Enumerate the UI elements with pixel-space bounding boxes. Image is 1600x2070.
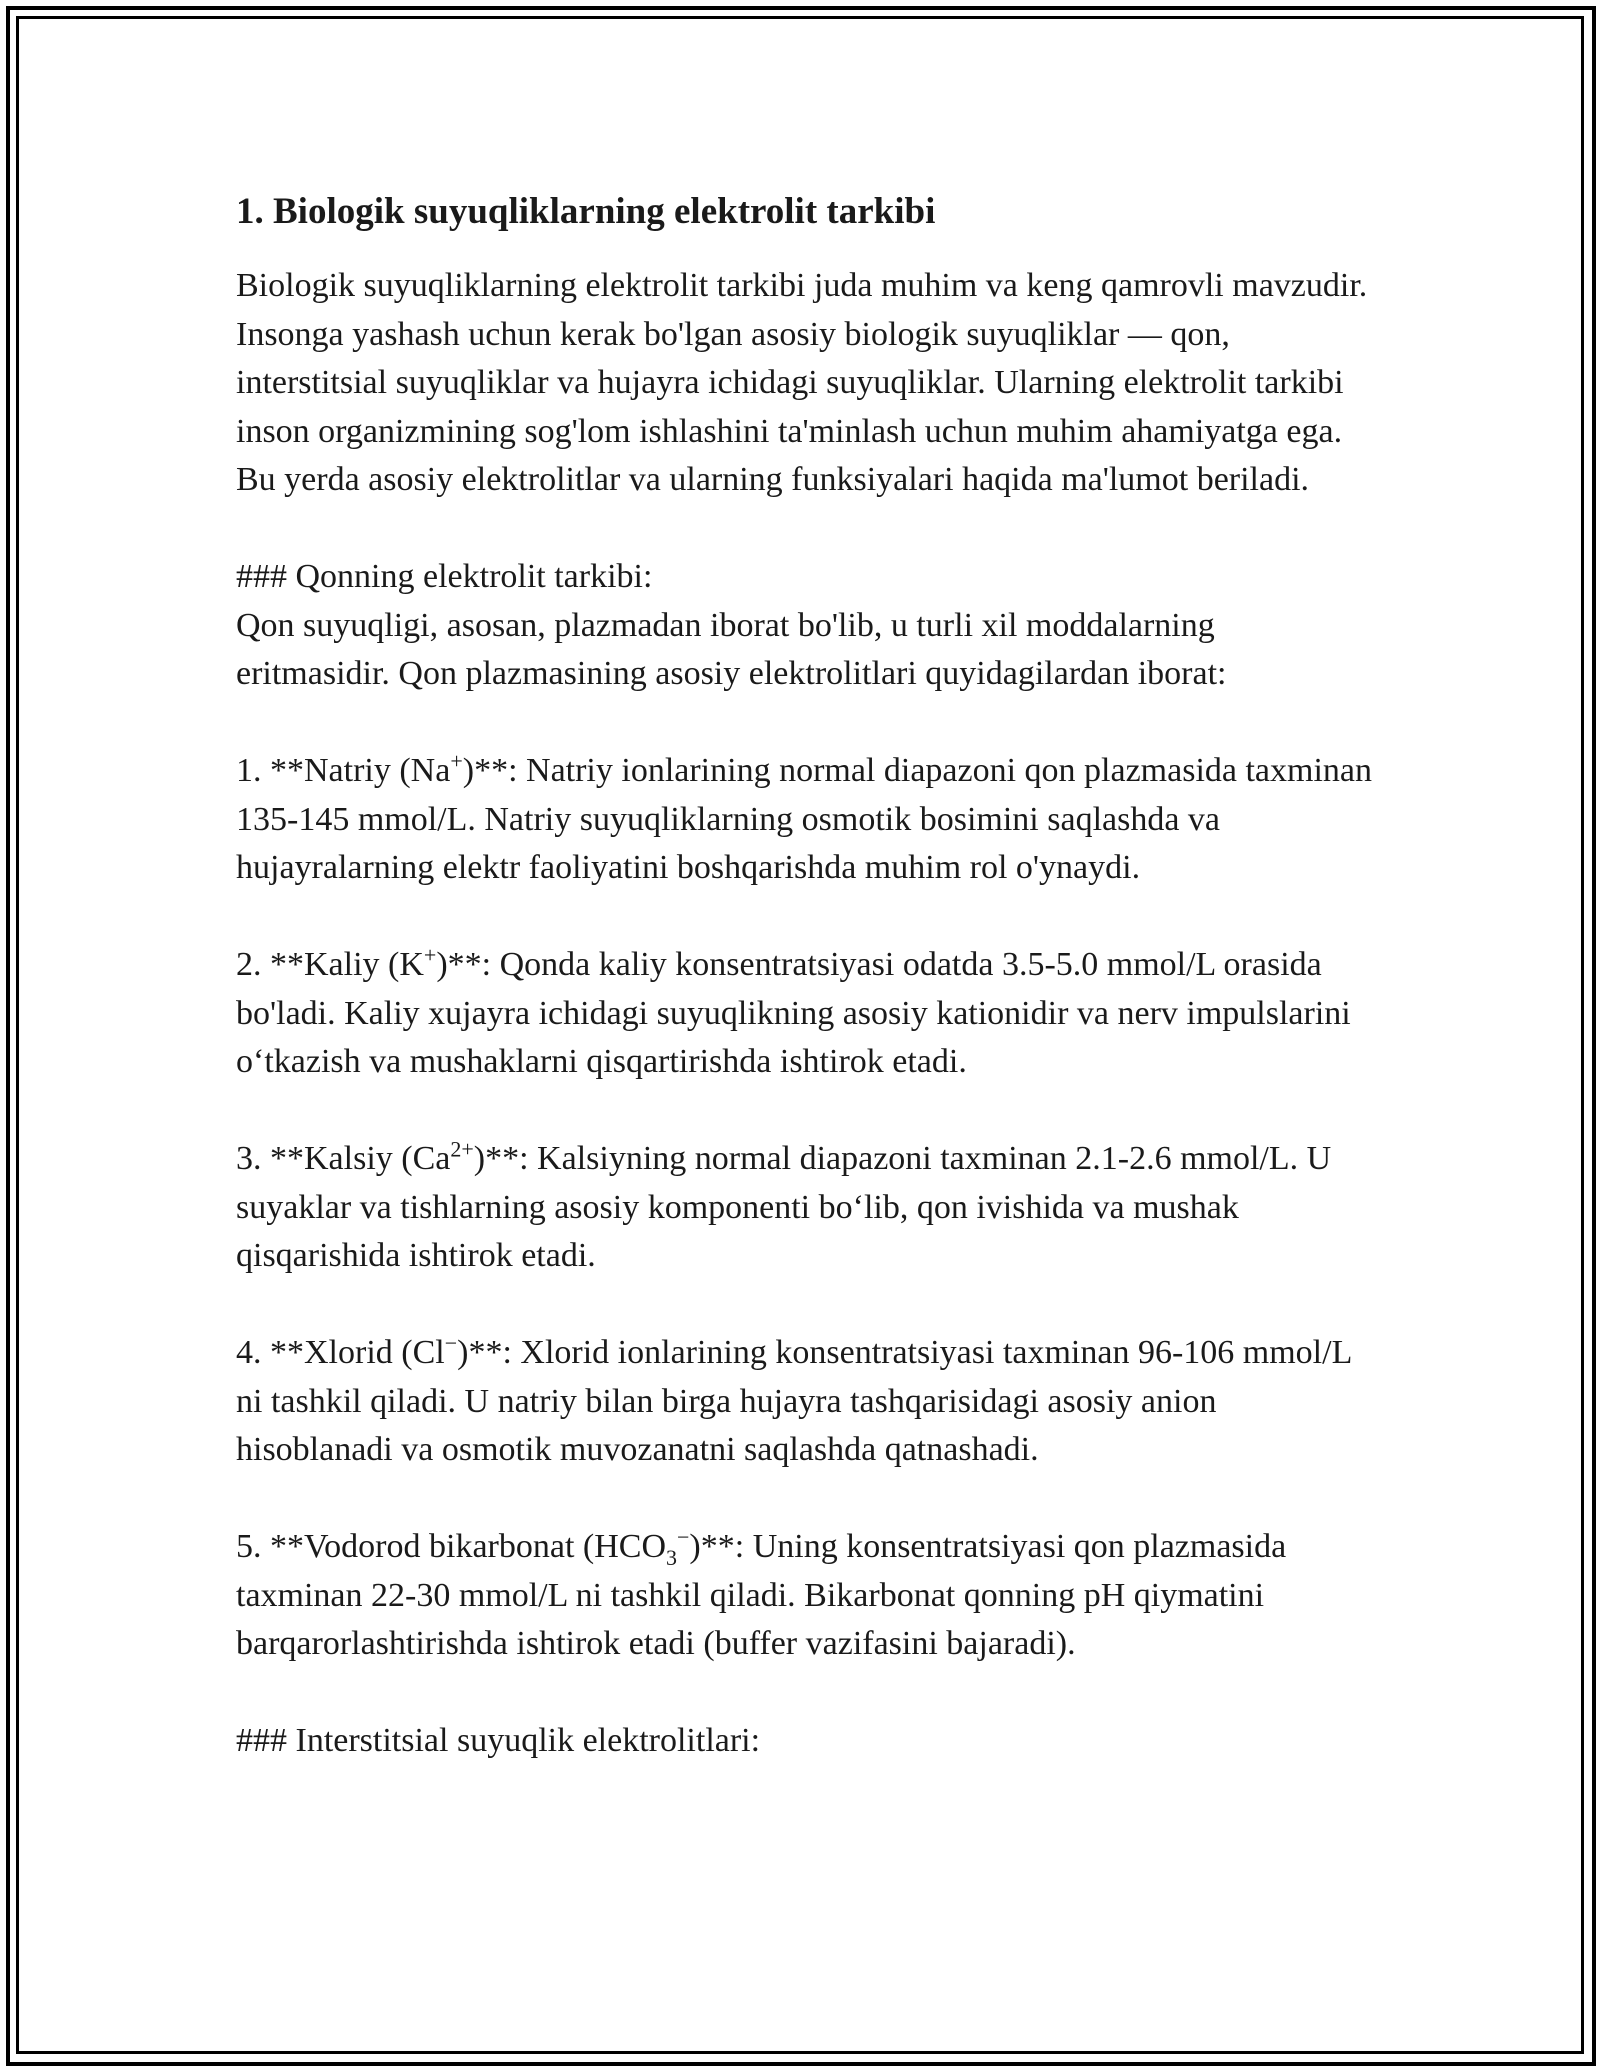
document-body	[236, 188, 1376, 1766]
section-intro-blood: Qon suyuqligi, asosan, plazmadan iborat bo'lib, u turli xil moddalarning eritmasidir. Qon plazmasining asosiy elektrolitlari quyidagilardan iborat:	[236, 606, 1227, 692]
list-item-bicarbonate: 5. **Vodorod bikarbonat $(HCO_3^-)**$: Uning konsentratsiyasi qon plazmasida taxminan 22-30 mmol/L ni tashkil qiladi. Bikarbonat qonning pH qiymatini barqarorlashtirishda ishtirok etadi (buffer vazifasini bajaradi).	[236, 1524, 1287, 1662]
spacer	[236, 893, 1376, 942]
spacer	[236, 699, 1376, 748]
list-item-chloride: 4. **Xlorid (Cl−)**: Xlorid ionlarining konsentratsiyasi taxminan 96-106 mmol/L ni tashkil qiladi. U natriy bilan birga hujayra tashqarisidagi asosiy anion hisoblanadi va osmotik muvozanatni saqlashda qatnashadi.	[236, 1330, 1352, 1468]
section-heading-blood: ### Qonning elektrolit tarkibi:	[236, 558, 653, 595]
list-item-sodium: 1. **Natriy (Na+)**: Natriy ionlarining normal diapazoni qon plazmasida taxminan 135-145 mmol/L. Natriy suyuqliklarning osmotik bosimini saqlashda va hujayralarning elektr faoliyatini boshqarishda muhim rol o'ynaydi.	[236, 748, 1373, 886]
spacer	[236, 1669, 1376, 1718]
section-heading-interstitial: ### Interstitsial suyuqlik elektrolitlari:	[236, 1722, 761, 1759]
spacer	[236, 1087, 1376, 1136]
list-item-potassium: 2. **Kaliy (K+)**: Qonda kaliy konsentratsiyasi odatda 3.5-5.0 mmol/L orasida bo'ladi. Kaliy xujayra ichidagi suyuqlikning asosiy kationidir va nerv impulslarini oʻtkazish va mushaklarni qisqartirishda ishtirok etadi.	[236, 942, 1351, 1080]
list-item-calcium: 3. **Kalsiy $(Ca^{2+})**$: Kalsiyning normal diapazoni taxminan 2.1-2.6 mmol/L. U suyaklar va tishlarning asosiy komponenti boʻlib, qon ivishida va mushak qisqarishida ishtirok etadi.	[236, 1136, 1332, 1274]
spacer	[236, 1281, 1376, 1330]
intro-paragraph: Biologik suyuqliklarning elektrolit tarkibi juda muhim va keng qamrovli mavzudir. Insonga yashash uchun kerak bo'lgan asosiy biologik suyuqliklar — qon, interstitsial suyuqliklar va hujayra ichidagi suyuqliklar. Ularning elektrolit tarkibi inson organizmining sog'lom ishlashini ta'minlash uchun muhim ahamiyatga ega. Bu yerda asosiy elektrolitlar va ularning funksiyalari haqida ma'lumot beriladi.	[236, 267, 1368, 498]
document-title: 1. Biologik suyuqliklarning elektrolit tarkibi	[236, 191, 936, 232]
spacer	[236, 1475, 1376, 1524]
spacer	[236, 505, 1376, 554]
